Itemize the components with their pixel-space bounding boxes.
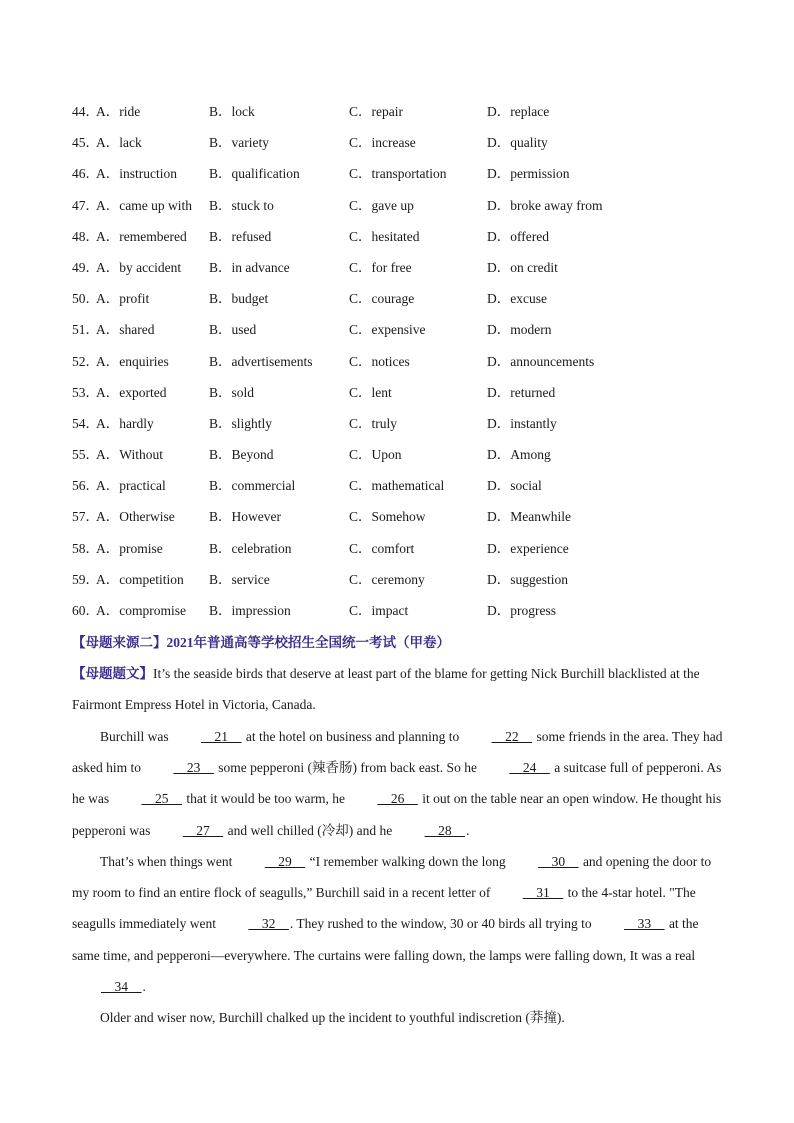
question-number: 52． (72, 353, 99, 369)
passage-intro (72, 658, 727, 720)
option-c: C．lent (349, 384, 392, 400)
option-d: D．progress (487, 603, 556, 618)
option-row (72, 163, 752, 194)
blank-25[interactable]: 25 (141, 791, 182, 807)
option-d: D．announcements (487, 353, 595, 369)
option-d: D．offered (487, 228, 549, 244)
option-d: D．quality (487, 135, 548, 151)
option-b: B．refused (209, 228, 272, 244)
option-row (72, 569, 752, 600)
question-number: 60． (72, 603, 99, 618)
option-c: C．courage (349, 291, 415, 307)
option-row (72, 257, 752, 288)
option-a: A．instruction (96, 166, 177, 182)
option-d: D．Among (487, 447, 551, 463)
question-number: 44． (72, 104, 99, 119)
blank-34[interactable]: 34 (101, 978, 142, 994)
option-c: C．ceremony (349, 571, 425, 587)
blank-33[interactable]: 33 (624, 916, 665, 932)
option-a: A．remembered (96, 228, 187, 244)
option-row (72, 506, 752, 537)
passage-text: to the 4-star hotel. "The seagulls immediately went (72, 885, 696, 932)
question-number: 56． (72, 478, 99, 494)
option-row (72, 413, 752, 444)
option-c: C．for free (349, 259, 412, 275)
option-a: A．promise (96, 540, 163, 556)
option-a: A．practical (96, 478, 166, 494)
option-c: C．gave up (349, 197, 414, 213)
option-b: B．advertisements (209, 353, 313, 369)
option-a: A．compromise (96, 603, 186, 618)
passage-text: at the hotel on business and planning to (242, 729, 463, 744)
option-d: D．permission (487, 166, 570, 182)
option-row (72, 195, 752, 226)
option-c: C．Somehow (349, 509, 426, 525)
option-b: B．However (209, 509, 281, 525)
option-c: C．comfort (349, 540, 415, 556)
question-number: 48． (72, 228, 99, 244)
passage-text: . (466, 822, 470, 838)
passage-paragraph-2 (72, 721, 727, 846)
blank-23[interactable]: 23 (173, 760, 214, 776)
passage-text: it out on the table near an open window. He thought his pepperoni was (72, 791, 722, 838)
question-number: 53． (72, 384, 99, 400)
question-number: 58． (72, 540, 99, 556)
option-b: B．Beyond (209, 447, 274, 463)
blank-26[interactable]: 26 (377, 791, 418, 807)
source-label: 【母题来源二】 (72, 635, 167, 650)
source-text: 2021年普通高等学校招生全国统一考试（甲卷） (166, 635, 450, 650)
blank-31[interactable]: 31 (522, 885, 564, 901)
option-b: B．variety (209, 135, 269, 151)
option-b: B．budget (209, 291, 269, 307)
question-number: 47． (72, 197, 99, 213)
passage-text: some pepperoni (辣香肠) from back east. So he (214, 760, 481, 776)
option-a: A．lack (96, 135, 142, 151)
option-a: A．came up with (96, 197, 192, 213)
passage-text: “I remember walking down the long (306, 854, 510, 869)
option-c: C．increase (349, 135, 416, 151)
option-d: D．instantly (487, 415, 557, 431)
option-row (72, 351, 752, 382)
question-number: 57． (72, 509, 99, 525)
question-number: 45． (72, 135, 99, 151)
option-b: B．service (209, 571, 270, 587)
passage-text: and well chilled (冷却) and he (224, 822, 396, 838)
option-b: B．stuck to (209, 197, 274, 213)
option-d: D．broke away from (487, 197, 603, 213)
question-number: 46． (72, 166, 99, 182)
option-a: A．Without (96, 447, 163, 463)
option-row (72, 600, 752, 631)
blank-24[interactable]: 24 (509, 760, 550, 776)
blank-29[interactable]: 29 (264, 854, 306, 869)
option-row (72, 382, 752, 413)
question-number: 59． (72, 571, 99, 587)
option-d: D．returned (487, 384, 556, 400)
option-row (72, 538, 752, 569)
option-a: A．exported (96, 384, 167, 400)
passage-label: 【母题题文】 (72, 666, 153, 681)
blank-30[interactable]: 30 (538, 854, 579, 869)
passage-text: at the same time, and pepperoni—everywhere. The curtains were falling down, the lamps were falling down, It was a real (72, 916, 699, 963)
blank-32[interactable]: 32 (248, 916, 289, 932)
blank-28[interactable]: 28 (424, 822, 466, 838)
option-a: A．by accident (96, 259, 182, 275)
passage-paragraph-3 (72, 846, 727, 1002)
passage-text: That’s when things went (100, 854, 236, 869)
question-number: 50． (72, 291, 99, 307)
option-b: B．qualification (209, 166, 300, 182)
option-a: A．competition (96, 571, 184, 587)
option-c: C．Upon (349, 447, 402, 463)
option-d: D．Meanwhile (487, 509, 571, 525)
option-b: B．celebration (209, 540, 292, 556)
option-a: A．hardly (96, 415, 154, 431)
option-b: B．sold (209, 384, 255, 400)
question-number: 49． (72, 259, 99, 275)
option-b: B．used (209, 322, 257, 338)
option-row (72, 101, 752, 132)
option-b: B．commercial (209, 478, 296, 494)
passage-paragraph-1: It’s the seaside birds that deserve at least part of the blame for getting Nick Burchill blacklisted at the Fairmont Empress Hotel in Victoria, Canada. (72, 666, 700, 713)
option-a: A．ride (96, 104, 141, 119)
option-b: B．in advance (209, 259, 290, 275)
option-row (72, 132, 752, 163)
option-row (72, 226, 752, 257)
passage-text: Burchill was (100, 729, 172, 744)
question-number: 51． (72, 322, 99, 338)
passage-text: and opening the door to my room to find an entire flock of seagulls,” Burchill said in a recent letter of (72, 854, 712, 901)
option-a: A．enquiries (96, 353, 169, 369)
passage-text: some friends in the area. They had asked him to (72, 729, 723, 776)
blank-21[interactable]: 21 (201, 729, 242, 744)
option-c: C．transportation (349, 166, 447, 182)
passage-paragraph-4: Older and wiser now, Burchill chalked up the incident to youthful indiscretion (莽撞). (100, 1010, 565, 1025)
option-d: D．on credit (487, 259, 558, 275)
passage-text: . (142, 978, 146, 994)
option-d: D．excuse (487, 291, 547, 307)
option-row (72, 444, 752, 475)
option-b: B．slightly (209, 415, 273, 431)
option-d: D．social (487, 478, 542, 494)
question-number: 54． (72, 415, 99, 431)
source-heading (72, 631, 450, 651)
passage-text: . They rushed to the window, 30 or 40 birds all trying to (289, 916, 596, 932)
option-c: C．truly (349, 415, 398, 431)
option-a: A．Otherwise (96, 509, 175, 525)
option-c: C．notices (349, 353, 410, 369)
option-a: A．profit (96, 291, 150, 307)
option-b: B．impression (209, 603, 291, 618)
option-c: C．repair (349, 104, 403, 119)
option-d: D．modern (487, 322, 552, 338)
option-d: D．suggestion (487, 571, 568, 587)
option-d: D．replace (487, 104, 550, 119)
blank-27[interactable]: 27 (182, 822, 224, 838)
blank-22[interactable]: 22 (491, 729, 533, 744)
option-d: D．experience (487, 540, 569, 556)
passage-text: that it would be too warm, he (183, 791, 349, 807)
option-row (72, 288, 752, 319)
option-b: B．lock (209, 104, 255, 119)
option-c: C．expensive (349, 322, 426, 338)
option-c: C．mathematical (349, 478, 445, 494)
option-list (72, 101, 752, 631)
passage-text: a suitcase full of pepperoni. As he was (72, 760, 722, 807)
question-number: 55． (72, 447, 99, 463)
option-row (72, 475, 752, 506)
option-c: C．impact (349, 603, 409, 618)
option-row (72, 319, 752, 350)
option-a: A．shared (96, 322, 155, 338)
option-c: C．hesitated (349, 228, 420, 244)
